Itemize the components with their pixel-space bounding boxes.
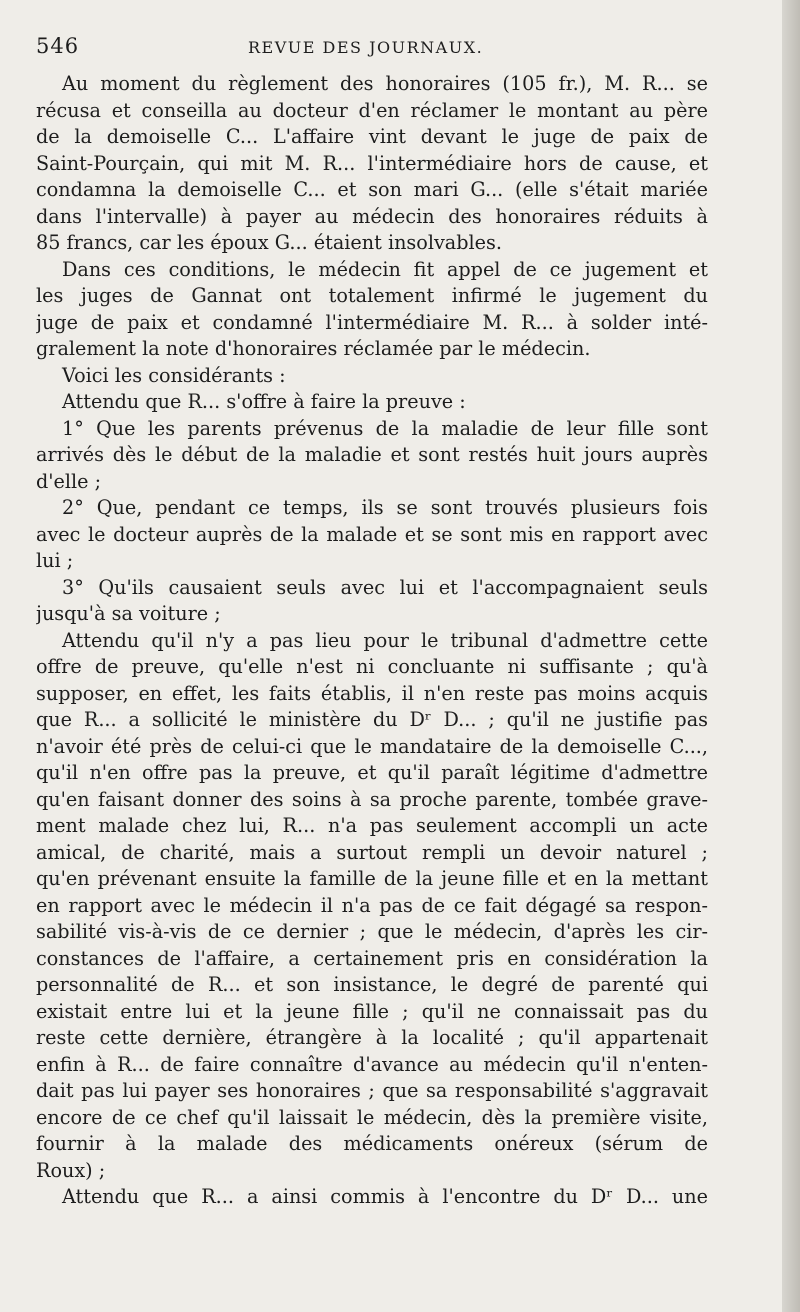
text-line: d'elle ; [36,469,102,493]
text-line: encore de ce chef qu'il laissait le médecin, dès la première visite, [36,1105,708,1129]
text-line: en rapport avec le médecin il n'a pas de ce fait dégagé sa respon- [36,893,708,917]
text-line: de la demoiselle C... L'affaire vint devant le juge de paix de [36,125,708,148]
text-line: les juges de Gannat ont totalement infirmé le jugement du [36,284,708,307]
text-line: condamna la demoiselle C... et son mari G... (elle s'était mariée [36,178,708,201]
text-line: Voici les considérants : [62,363,286,387]
text-line: que R... a sollicité le ministère du Dʳ D... ; qu'il ne justifie pas [36,708,708,731]
text-line: jusqu'à sa voiture ; [36,602,221,625]
text-line: n'avoir été près de celui-ci que le mandataire de la demoiselle C..., [36,734,708,758]
text-line: sabilité vis-à-vis de ce dernier ; que le médecin, d'après les cir- [36,920,708,943]
text-line: Attendu que R... s'offre à faire la preuve : [62,390,466,413]
text-line: qu'il n'en offre pas la preuve, et qu'il paraît légitime d'admettre [36,761,708,784]
text-line: reste cette dernière, étrangère à la localité ; qu'il appartenait [36,1026,708,1049]
text-line: constances de l'affaire, a certainement pris en considération la [36,946,708,970]
text-line: avec le docteur auprès de la malade et se sont mis en rapport avec [36,522,708,546]
text-line: Attendu que R... a ainsi commis à l'encontre du Dʳ D... une [62,1185,708,1208]
page-header [36,34,716,64]
text-line: gralement la note d'honoraires réclamée par le médecin. [36,337,591,360]
text-line: enfin à R... de faire connaître d'avance au médecin qu'il n'enten- [36,1052,708,1076]
text-line: ment malade chez lui, R... n'a pas seulement accompli un acte [36,814,708,837]
text-line: lui ; [36,549,74,572]
binding-edge [782,0,800,1312]
text-line: Attendu qu'il n'y a pas lieu pour le tribunal d'admettre cette [62,628,708,652]
text-line: Au moment du règlement des honoraires (105 fr.), M. R... se [62,72,708,95]
text-line: qu'en prévenant ensuite la famille de la jeune fille et en la mettant [36,867,708,890]
text-line: 3° Qu'ils causaient seuls avec lui et l'accompagnaient seuls [62,575,708,599]
text-line: juge de paix et condamné l'intermédiaire M. R... à solder inté- [36,310,708,334]
text-line: dans l'intervalle) à payer au médecin des honoraires réduits à [36,204,708,228]
text-line: personnalité de R... et son insistance, le degré de parenté qui [36,973,708,996]
text-line: amical, de charité, mais a surtout rempli un devoir naturel ; [36,840,708,864]
text-line: 1° Que les parents prévenus de la maladie de leur fille sont [62,416,708,440]
text-line: 85 francs, car les époux G... étaient insolvables. [36,231,502,254]
text-line: Saint-Pourçain, qui mit M. R... l'intermédiaire hors de cause, et [36,151,708,175]
text-line: dait pas lui payer ses honoraires ; que sa responsabilité s'aggravait [36,1079,708,1102]
running-head: REVUE DES JOURNAUX. [248,38,484,57]
text-line: 2° Que, pendant ce temps, ils se sont trouvés plusieurs fois [62,496,708,519]
text-line: récusa et conseilla au docteur d'en réclamer le montant au père [36,98,708,122]
text-line: Roux) ; [36,1158,106,1182]
text-line: supposer, en effet, les faits établis, il n'en reste pas moins acquis [36,681,708,705]
text-line: Dans ces conditions, le médecin fit appel de ce jugement et [62,257,708,281]
body-text [36,71,708,1211]
text-line: arrivés dès le début de la maladie et sont restés huit jours auprès [36,443,708,466]
text-line: qu'en faisant donner des soins à sa proche parente, tombée grave- [36,787,708,811]
text-line: fournir à la malade des médicaments onéreux (sérum de [36,1132,708,1155]
text-line: offre de preuve, qu'elle n'est ni concluante ni suffisante ; qu'à [36,655,708,678]
page-number: 546 [36,34,80,58]
text-line: existait entre lui et la jeune fille ; qu'il ne connaissait pas du [36,999,708,1023]
